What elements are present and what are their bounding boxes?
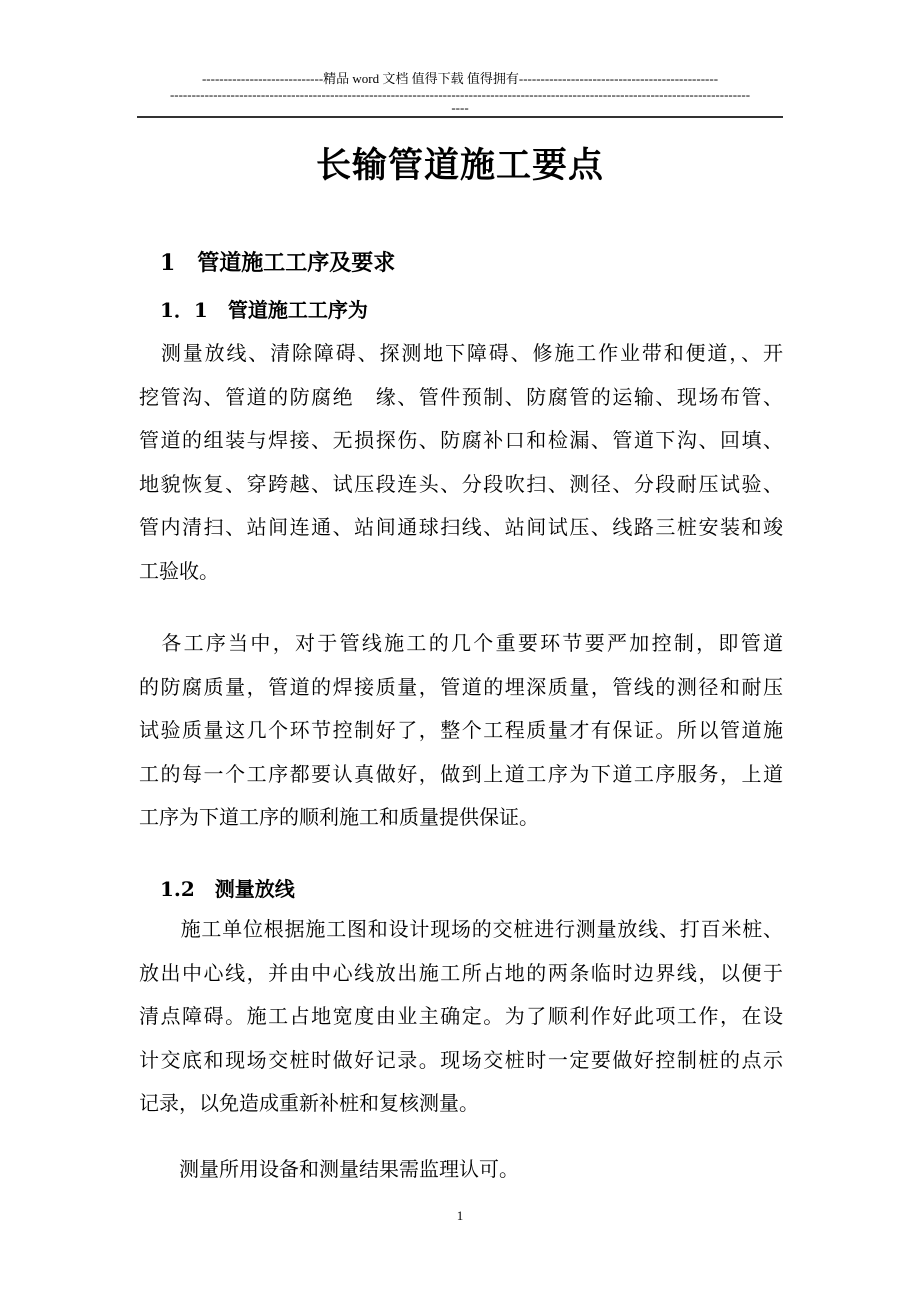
text-line: 施工单位根据施工图和设计现场的交桩进行测量放线、打百米桩、 (139, 917, 783, 941)
watermark: zixin.com.cn (330, 561, 739, 628)
text-line: 管道的组装与焊接、无损探伤、防腐补口和检漏、管道下沟、回填、 (139, 428, 783, 453)
page-number: 1 (456, 1208, 464, 1223)
text-line: 清点障碍。施工占地宽度由业主确定。为了顺利作好此项工作，在设 (139, 1004, 783, 1029)
paragraph-process-list (139, 332, 783, 594)
page-header-dashes-tail: ---- (451, 100, 469, 115)
text-line: 挖管沟、管道的防腐绝 缘、管件预制、防腐管的运输、现场布管、 (139, 384, 783, 409)
text-line: 试验质量这几个环节控制好了，整个工程质量才有保证。所以管道施 (139, 718, 783, 743)
section-heading-1-1: 1．1 管道施工工序为 (160, 298, 368, 322)
paragraph-approval (139, 1148, 783, 1192)
text-line: 测量所用设备和测量结果需监理认可。 (139, 1157, 519, 1181)
text-line: 测量放线、清除障碍、探测地下障碍、修施工作业带和便道，、开 (139, 341, 783, 365)
text-line: 各工序当中，对于管线施工的几个重要环节要严加控制，即管道 (139, 631, 783, 655)
section-heading-1: 1 管道施工工序及要求 (160, 250, 396, 276)
page-header-dashes: -------------------------------------------------------------------------------------------------------------------------------------- (169, 87, 751, 102)
header-rule (137, 116, 783, 118)
document-title: 长输管道施工要点 (315, 145, 604, 186)
paragraph-survey (139, 908, 783, 1126)
text-line: 计交底和现场交桩时做好记录。现场交桩时一定要做好控制桩的点示 (139, 1047, 783, 1072)
text-line: 管内清扫、站间连通、站间通球扫线、站间试压、线路三桩安装和竣 (139, 515, 783, 540)
text-line: 放出中心线，并由中心线放出施工所占地的两条临时边界线，以便于 (139, 960, 783, 985)
section-heading-1-2: 1.2 测量放线 (160, 877, 295, 901)
page-header-line: ----------------------------精品 word 文档 值得下载 值得拥有---------------------------------------------- (201, 71, 719, 86)
text-line: 工序为下道工序的顺利施工和质量提供保证。 (139, 805, 539, 830)
text-line: 的防腐质量，管道的焊接质量，管道的埋深质量，管线的测径和耐压 (139, 674, 783, 699)
text-line: 工验收。 (139, 558, 219, 583)
text-line: 地貌恢复、穿跨越、试压段连头、分段吹扫、测径、分段耐压试验、 (139, 471, 783, 496)
paragraph-quality-control (139, 622, 783, 840)
text-line: 记录，以免造成重新补桩和复核测量。 (139, 1091, 479, 1116)
text-line: 工的每一个工序都要认真做好，做到上道工序为下道工序服务，上道 (139, 761, 783, 786)
